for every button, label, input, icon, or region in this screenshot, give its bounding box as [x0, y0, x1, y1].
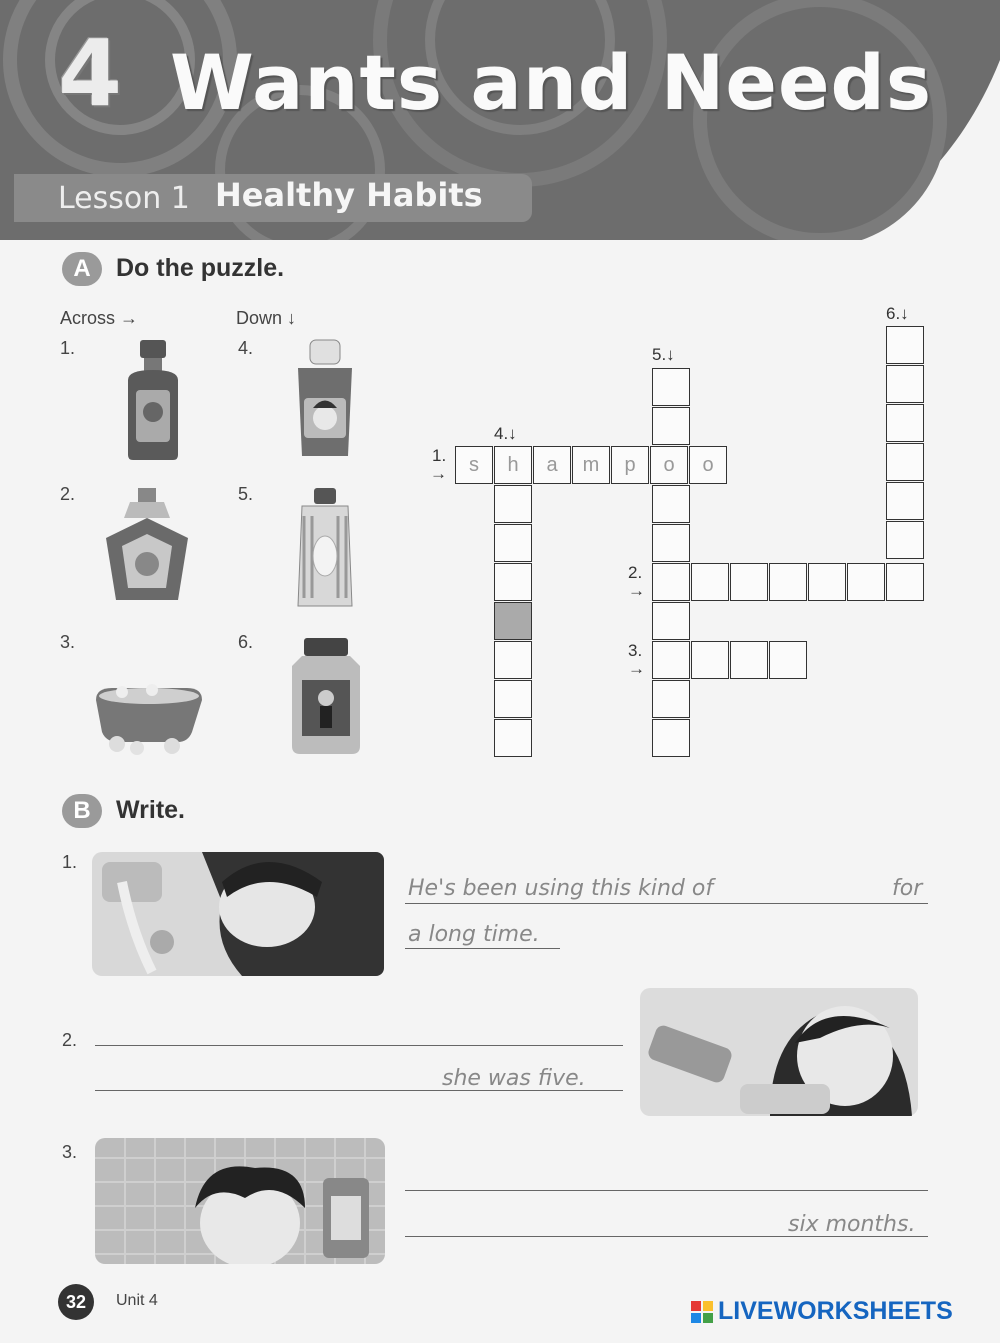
page-number: 32 [58, 1284, 94, 1320]
clue-4-number: 4.↓ [494, 424, 517, 443]
crossword-cell[interactable] [886, 404, 924, 442]
toothpaste-tube-icon [290, 486, 360, 611]
item-1-sentence-line2: a long time. [408, 922, 540, 947]
section-a-badge: A [62, 252, 102, 286]
section-b-title: Write. [116, 796, 185, 824]
answer-line[interactable] [95, 1045, 623, 1046]
shampoo-bottle-icon [118, 340, 188, 465]
perfume-bottle-icon [100, 488, 195, 608]
crossword-cell[interactable]: p [611, 446, 649, 484]
crossword-cell[interactable] [652, 524, 690, 562]
clue-number: 3. [60, 632, 76, 652]
crossword-cell[interactable] [494, 524, 532, 562]
section-b-badge: B [62, 794, 102, 828]
item-1-sentence: He's been using this kind of [408, 876, 714, 901]
crossword-cell[interactable] [652, 563, 690, 601]
crossword-cell[interactable]: s [455, 446, 493, 484]
crossword-cell[interactable]: o [689, 446, 727, 484]
baby-powder-icon [286, 636, 366, 756]
girl-with-perfume-illustration [640, 988, 918, 1116]
crossword-cell[interactable] [652, 641, 690, 679]
crossword-cell[interactable]: h [494, 446, 532, 484]
clue-number: 2. [60, 484, 76, 504]
item-1-sentence-end: for [892, 876, 923, 901]
clue-5-number: 5.↓ [652, 345, 675, 364]
crossword-cell[interactable] [652, 485, 690, 523]
item-number: 1. [62, 852, 78, 872]
item-number: 2. [62, 1030, 78, 1050]
lesson-title: Healthy Habits [215, 176, 483, 214]
crossword-cell[interactable] [494, 563, 532, 601]
crossword-cell[interactable] [494, 485, 532, 523]
boy-washing-hair-illustration [92, 852, 384, 976]
arrow-right-icon: → [628, 581, 645, 600]
boy-with-hair-gel-illustration [95, 1138, 385, 1264]
item-3-sentence-end: six months. [788, 1212, 916, 1237]
crossword-cell[interactable] [494, 719, 532, 757]
crossword-cell[interactable] [691, 563, 729, 601]
arrow-right-icon: → [430, 464, 447, 483]
arrow-right-icon: → [628, 659, 645, 678]
down-label: Down ↓ [236, 308, 297, 328]
clue-number: 5. [238, 484, 254, 504]
crossword-cell[interactable] [652, 407, 690, 445]
crossword-cell[interactable] [886, 443, 924, 481]
crossword-cell[interactable] [769, 641, 807, 679]
unit-number: 4 [58, 20, 121, 127]
crossword-cell[interactable]: o [650, 446, 688, 484]
crossword-cell[interactable] [652, 680, 690, 718]
clue-2-number: 2. [628, 563, 643, 582]
lesson-label: Lesson 1 [58, 181, 190, 216]
clue-3-number: 3. [628, 641, 643, 660]
crossword-cell[interactable]: m [572, 446, 610, 484]
crossword-cell[interactable] [730, 641, 768, 679]
answer-line[interactable] [405, 903, 928, 904]
crossword-cell[interactable] [886, 482, 924, 520]
crossword-cell[interactable] [886, 326, 924, 364]
bathtub-icon [92, 670, 207, 755]
crossword-cell[interactable] [652, 719, 690, 757]
clue-number: 1. [60, 338, 76, 358]
crossword-cell[interactable] [730, 563, 768, 601]
hair-gel-tube-icon [288, 338, 363, 463]
clue-6-number: 6.↓ [886, 304, 909, 323]
crossword-cell[interactable] [886, 521, 924, 559]
crossword-cell[interactable] [494, 641, 532, 679]
answer-line[interactable] [405, 1190, 928, 1191]
unit-title: Wants and Needs [170, 38, 933, 127]
crossword-cell[interactable] [847, 563, 885, 601]
crossword-cell-shaded[interactable] [494, 602, 532, 640]
clue-number: 6. [238, 632, 254, 652]
section-a-title: Do the puzzle. [116, 254, 285, 282]
crossword-cell[interactable] [886, 563, 924, 601]
item-2-sentence-end: she was five. [442, 1066, 586, 1091]
answer-line [405, 948, 560, 949]
crossword-cell[interactable] [691, 641, 729, 679]
crossword-cell[interactable] [886, 365, 924, 403]
crossword-cell[interactable] [494, 680, 532, 718]
crossword-cell[interactable] [652, 602, 690, 640]
crossword-cell[interactable]: a [533, 446, 571, 484]
clue-number: 4. [238, 338, 254, 358]
clue-1-number: 1. [432, 446, 447, 465]
liveworksheets-logo-icon [690, 1300, 716, 1326]
item-number: 3. [62, 1142, 78, 1162]
crossword-cell[interactable] [808, 563, 846, 601]
crossword-cell[interactable] [652, 368, 690, 406]
brand-name[interactable]: LIVEWORKSHEETS [718, 1297, 953, 1325]
crossword-cell[interactable] [769, 563, 807, 601]
across-label: Across → [60, 308, 139, 328]
unit-label: Unit 4 [116, 1292, 158, 1309]
